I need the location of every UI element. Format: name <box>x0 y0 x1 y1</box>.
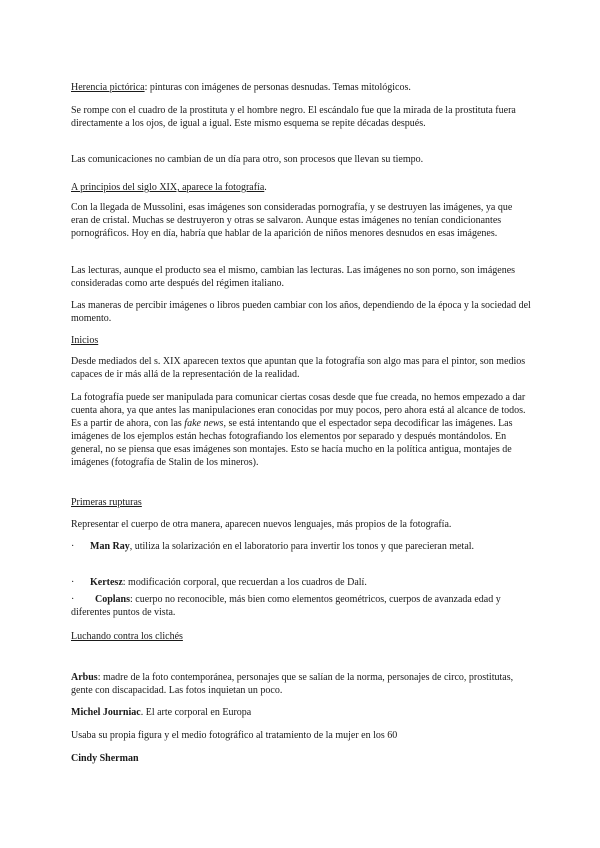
bullet-marker: · <box>71 541 75 552</box>
paragraph-manipulacion: La fotografía puede ser manipulada para comunicar ciertas cosas desde que fue creada, no hemos empezado a dar cuenta ahora, ya que antes las manipulaciones eran conocidas por muy pocos, pero ahora está al alcance de todos. Es a partir de ahora, con las fake news, se está intentando que el espectador sepa decodificar las imágenes. Las imágenes de los ejemplos están hechas fotografiando los elementos por separado y después montándolos. En general, no se piensa que esas imágenes son montajes. Esto se hacía mucho en la política antigua, montajes de imágenes (fotografía de Stalin de los mineros). <box>71 392 526 468</box>
heading-luchando-cliches: Luchando contra los clichés <box>71 631 183 642</box>
paragraph-arbus: Arbus: madre de la foto contemporánea, personajes que se salían de la norma, personajes de circo, prostitutas, gente con discapacidad. Las fotos inquietan un poco. <box>71 672 514 696</box>
paragraph-lecturas: Las lecturas, aunque el producto sea el mismo, cambian las lecturas. Las imágenes no son porno, son imágenes consideradas como arte después del régimen italiano. <box>71 265 516 289</box>
bullet-marker: · <box>71 577 75 588</box>
fake-news-term: fake news <box>184 418 224 429</box>
list-item-man-ray: Man Ray, utiliza la solarización en el laboratorio para invertir los tonos y que parecieran metal. <box>90 541 475 552</box>
paragraph-mediados-xix: Desde mediados del s. XIX aparecen textos que apuntan que la fotografía son algo mas para el pintor, son medios capaces de ir más allá de la representación de la realidad. <box>71 356 526 380</box>
heading-siglo-xix-line: A principios del siglo XIX, aparece la fotografía. <box>71 182 267 193</box>
paragraph-mussolini: Con la llegada de Mussolini, esas imágenes son consideradas pornografía, y se destruyen las imágenes, ya que eran de cristal. Muchas se destruyeron y otras se salvaron. Aunque estas imágenes no tenían condicionantes pornográficos. Hoy en día, habría que hablar de la aparición de niños menores desnudos en esas imágenes. <box>71 202 513 239</box>
paragraph-maneras: Las maneras de percibir imágenes o libros pueden cambiar con los años, dependiendo de la época y la sociedad del momento. <box>71 300 531 324</box>
paragraph-journiac: Michel Journiac. El arte corporal en Europa <box>71 707 252 718</box>
paragraph-prostituta: Se rompe con el cuadro de la prostituta y el hombre negro. El escándalo fue que la mirada de la prostituta fuera directamente a los ojos, de igual a igual. Este mismo esquema se repite décadas después. <box>71 105 516 129</box>
list-item-kertesz: Kertesz: modificación corporal, que recuerdan a los cuadros de Dalí. <box>90 577 367 588</box>
heading-herencia-pictorica: Herencia pictórica <box>71 82 145 93</box>
paragraph-comunicaciones: Las comunicaciones no cambian de un día para otro, son procesos que llevan su tiempo. <box>71 154 424 165</box>
paragraph-herencia: Herencia pictórica: pinturas con imágenes de personas desnudas. Temas mitológicos. <box>71 82 411 93</box>
heading-siglo-xix: A principios del siglo XIX, aparece la fotografía <box>71 182 265 193</box>
heading-cindy-sherman: Cindy Sherman <box>71 753 139 764</box>
paragraph-figura-propia: Usaba su propia figura y el medio fotográfico al tratamiento de la mujer en los 60 <box>71 730 398 741</box>
list-item-coplans: Coplans: cuerpo no reconocible, más bien como elementos geométricos, cuerpos de avanzada edad y diferentes puntos de vista. <box>71 594 501 618</box>
paragraph-representar: Representar el cuerpo de otra manera, aparecen nuevos lenguajes, más propios de la fotografía. <box>71 519 452 530</box>
heading-primeras-rupturas: Primeras rupturas <box>71 497 142 508</box>
bullet-marker: · <box>71 594 75 605</box>
heading-inicios: Inicios <box>71 335 99 346</box>
